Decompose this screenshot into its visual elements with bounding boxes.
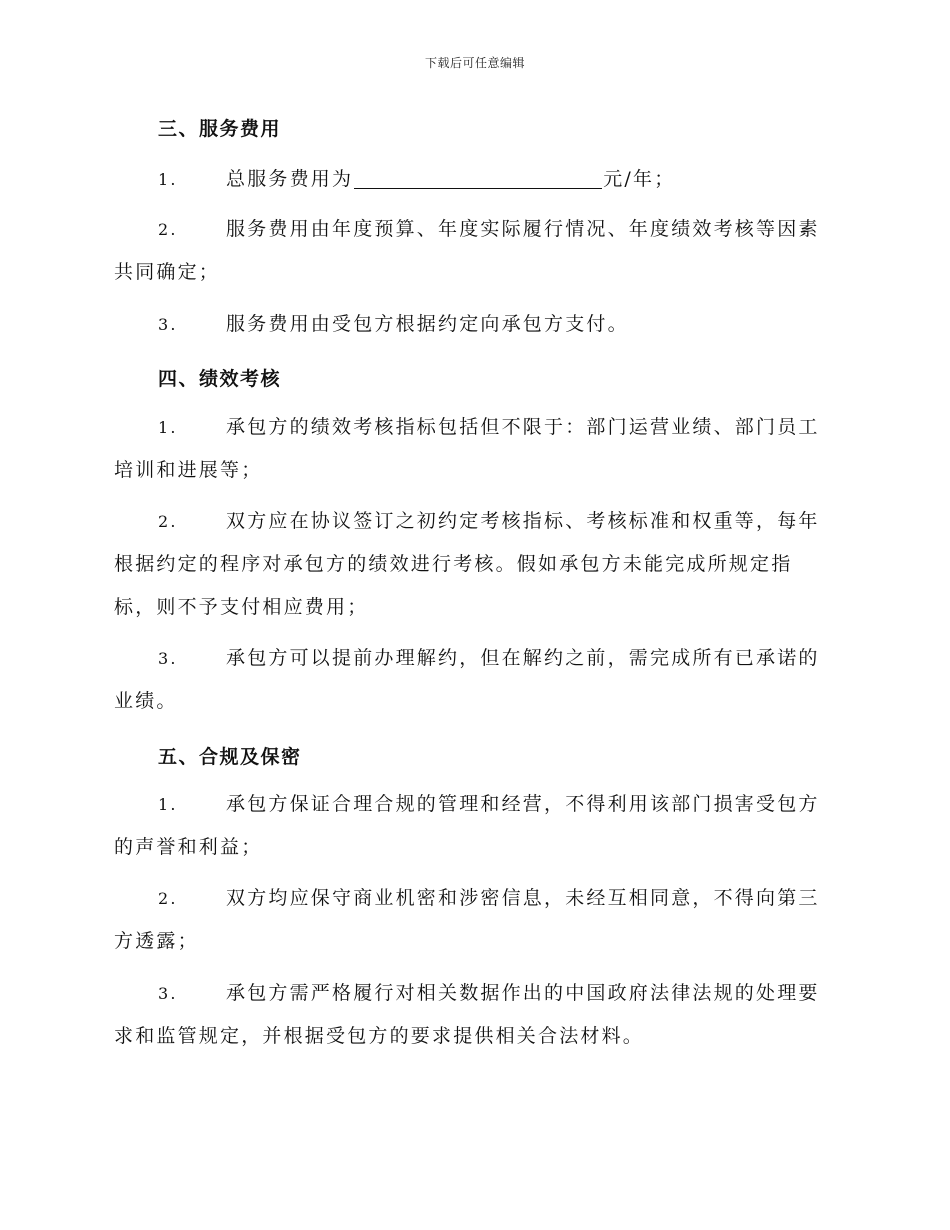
- clause-3-2: [114, 208, 832, 294]
- clause-number: 1.: [158, 795, 178, 814]
- clause-number: 3.: [158, 649, 178, 668]
- clause-5-2: [114, 877, 832, 963]
- page-header: 下载后可任意编辑: [424, 56, 525, 70]
- clause-text-suffix: 元/年；: [603, 168, 676, 190]
- clause-number: 3.: [158, 315, 178, 334]
- clause-4-2: [114, 500, 832, 629]
- clause-4-1: [114, 406, 832, 492]
- clause-text: 服务费用由受包方根据约定向承包方支付。: [226, 313, 629, 335]
- clause-number: 2.: [158, 220, 178, 239]
- section-title-4: 四、绩效考核: [158, 368, 282, 390]
- clause-text: 服务费用由年度预算、年度实际履行情况、年度绩效考核等因素共同确定；: [114, 218, 820, 283]
- clause-text: 承包方保证合理合规的管理和经营，不得利用该部门损害受包方的声誉和利益；: [114, 793, 820, 858]
- clause-text: 双方应在协议签订之初约定考核指标、考核标准和权重等，每年根据约定的程序对承包方的绩效进行考核。假如承包方未能完成所规定指标，则不予支付相应费用；: [114, 510, 820, 618]
- clause-number: 1.: [158, 418, 178, 437]
- clause-number: 2.: [158, 889, 178, 908]
- clause-text: 双方均应保守商业机密和涉密信息，未经互相同意，不得向第三方透露；: [114, 887, 820, 952]
- clause-text: 承包方需严格履行对相关数据作出的中国政府法律法规的处理要求和监管规定，并根据受包方的要求提供相关合法材料。: [114, 982, 820, 1047]
- clause-number: 2.: [158, 512, 178, 531]
- clause-number: 3.: [158, 984, 178, 1003]
- clause-number: 1.: [158, 170, 178, 189]
- clause-text: 承包方的绩效考核指标包括但不限于：部门运营业绩、部门员工培训和进展等；: [114, 416, 820, 481]
- clause-4-3: [114, 637, 832, 723]
- clause-3-3: [114, 303, 832, 346]
- clause-text: 总服务费用为: [226, 168, 354, 190]
- clause-5-3: [114, 972, 832, 1058]
- section-title-3: 三、服务费用: [158, 118, 282, 140]
- clause-text: 承包方可以提前办理解约，但在解约之前，需完成所有已承诺的业绩。: [114, 647, 820, 712]
- fee-blank-field[interactable]: [354, 166, 602, 189]
- clause-5-1: [114, 783, 832, 869]
- section-title-5: 五、合规及保密: [158, 746, 302, 768]
- clause-3-1: [114, 158, 832, 201]
